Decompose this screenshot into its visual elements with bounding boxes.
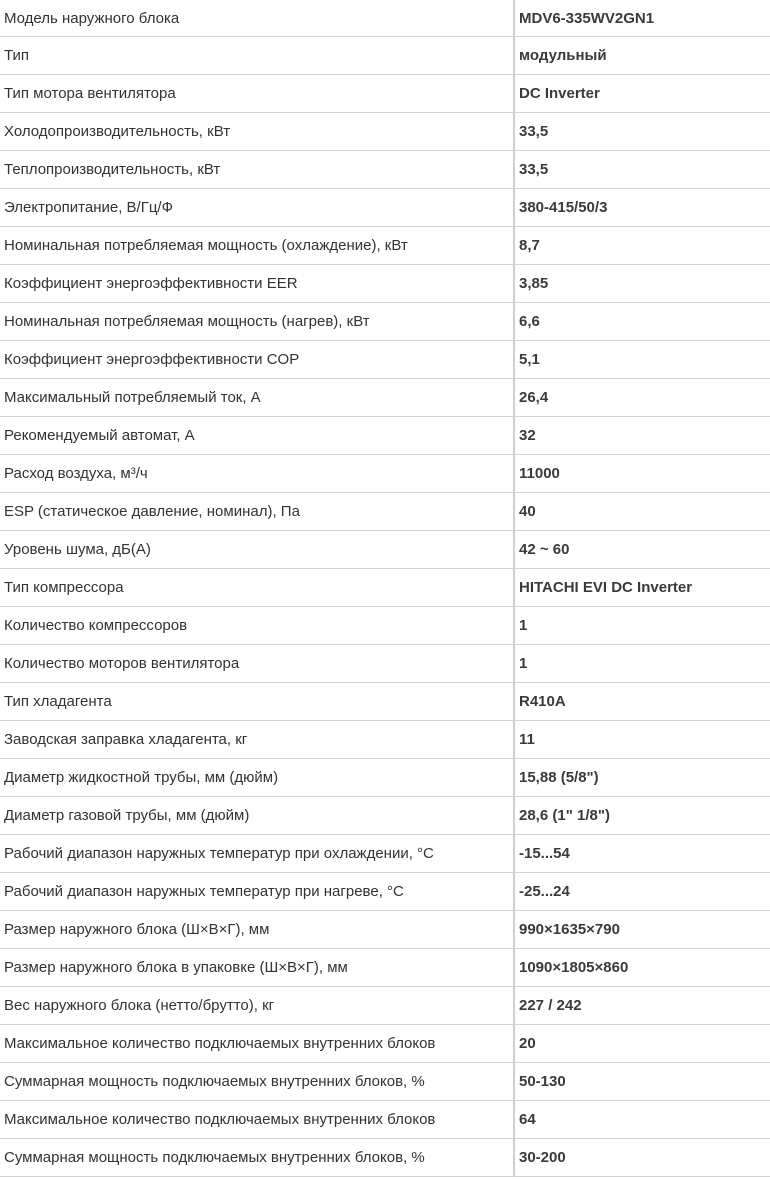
spec-label: Теплопроизводительность, кВт	[0, 151, 514, 189]
spec-value: 227 / 242	[514, 987, 770, 1025]
spec-label: Модель наружного блока	[0, 0, 514, 37]
spec-label: Максимальный потребляемый ток, А	[0, 379, 514, 417]
spec-value: 40	[514, 493, 770, 531]
spec-value: модульный	[514, 37, 770, 75]
spec-row	[0, 75, 770, 113]
spec-row	[0, 759, 770, 797]
spec-value: 32	[514, 417, 770, 455]
spec-value: HITACHI EVI DC Inverter	[514, 569, 770, 607]
spec-row	[0, 417, 770, 455]
spec-row	[0, 531, 770, 569]
spec-value: 3,85	[514, 265, 770, 303]
spec-value: 8,7	[514, 227, 770, 265]
spec-row	[0, 493, 770, 531]
spec-label: Размер наружного блока (Ш×В×Г), мм	[0, 911, 514, 949]
spec-label: Тип хладагента	[0, 683, 514, 721]
spec-row	[0, 721, 770, 759]
spec-label: Суммарная мощность подключаемых внутренних блоков, %	[0, 1063, 514, 1101]
spec-row	[0, 265, 770, 303]
spec-value: -15...54	[514, 835, 770, 873]
spec-value: MDV6-335WV2GN1	[514, 0, 770, 37]
spec-label: Заводская заправка хладагента, кг	[0, 721, 514, 759]
spec-row	[0, 911, 770, 949]
spec-value: 6,6	[514, 303, 770, 341]
spec-row	[0, 303, 770, 341]
spec-row	[0, 341, 770, 379]
spec-value: 1	[514, 607, 770, 645]
spec-value: 380-415/50/3	[514, 189, 770, 227]
spec-label: Номинальная потребляемая мощность (охлаждение), кВт	[0, 227, 514, 265]
spec-label: Тип	[0, 37, 514, 75]
spec-label: Расход воздуха, м³/ч	[0, 455, 514, 493]
spec-row	[0, 379, 770, 417]
spec-label: Электропитание, В/Гц/Ф	[0, 189, 514, 227]
spec-value: 1090×1805×860	[514, 949, 770, 987]
spec-row	[0, 37, 770, 75]
spec-label: ESP (статическое давление, номинал), Па	[0, 493, 514, 531]
spec-label: Холодопроизводительность, кВт	[0, 113, 514, 151]
spec-row	[0, 797, 770, 835]
spec-row	[0, 1101, 770, 1139]
spec-value: 42 ~ 60	[514, 531, 770, 569]
spec-row	[0, 607, 770, 645]
spec-value: 30-200	[514, 1139, 770, 1177]
spec-row	[0, 683, 770, 721]
spec-value: R410A	[514, 683, 770, 721]
spec-value: 50-130	[514, 1063, 770, 1101]
spec-row	[0, 987, 770, 1025]
spec-value: 64	[514, 1101, 770, 1139]
spec-label: Уровень шума, дБ(А)	[0, 531, 514, 569]
spec-label: Диаметр жидкостной трубы, мм (дюйм)	[0, 759, 514, 797]
spec-row	[0, 151, 770, 189]
spec-label: Количество компрессоров	[0, 607, 514, 645]
spec-row	[0, 455, 770, 493]
spec-label: Количество моторов вентилятора	[0, 645, 514, 683]
spec-label: Номинальная потребляемая мощность (нагрев), кВт	[0, 303, 514, 341]
spec-value: 11000	[514, 455, 770, 493]
spec-label: Диаметр газовой трубы, мм (дюйм)	[0, 797, 514, 835]
spec-value: 26,4	[514, 379, 770, 417]
spec-row	[0, 1139, 770, 1177]
spec-row	[0, 0, 770, 37]
spec-row	[0, 189, 770, 227]
spec-label: Максимальное количество подключаемых внутренних блоков	[0, 1101, 514, 1139]
spec-value: 1	[514, 645, 770, 683]
spec-label: Тип мотора вентилятора	[0, 75, 514, 113]
spec-row	[0, 873, 770, 911]
spec-label: Рекомендуемый автомат, А	[0, 417, 514, 455]
spec-label: Максимальное количество подключаемых внутренних блоков	[0, 1025, 514, 1063]
spec-value: 15,88 (5/8")	[514, 759, 770, 797]
spec-value: DC Inverter	[514, 75, 770, 113]
spec-row	[0, 227, 770, 265]
spec-row	[0, 835, 770, 873]
spec-label: Рабочий диапазон наружных температур при нагреве, °С	[0, 873, 514, 911]
spec-value: 33,5	[514, 113, 770, 151]
spec-label: Коэффициент энергоэффективности EER	[0, 265, 514, 303]
spec-label: Коэффициент энергоэффективности COP	[0, 341, 514, 379]
spec-row	[0, 113, 770, 151]
spec-row	[0, 645, 770, 683]
spec-value: 20	[514, 1025, 770, 1063]
spec-row	[0, 1025, 770, 1063]
spec-label: Суммарная мощность подключаемых внутренних блоков, %	[0, 1139, 514, 1177]
spec-value: -25...24	[514, 873, 770, 911]
spec-value: 5,1	[514, 341, 770, 379]
spec-value: 990×1635×790	[514, 911, 770, 949]
spec-label: Рабочий диапазон наружных температур при охлаждении, °С	[0, 835, 514, 873]
spec-row	[0, 1063, 770, 1101]
spec-label: Вес наружного блока (нетто/брутто), кг	[0, 987, 514, 1025]
spec-row	[0, 569, 770, 607]
spec-row	[0, 949, 770, 987]
spec-label: Размер наружного блока в упаковке (Ш×В×Г), мм	[0, 949, 514, 987]
spec-value: 33,5	[514, 151, 770, 189]
spec-label: Тип компрессора	[0, 569, 514, 607]
spec-value: 28,6 (1" 1/8")	[514, 797, 770, 835]
spec-value: 11	[514, 721, 770, 759]
